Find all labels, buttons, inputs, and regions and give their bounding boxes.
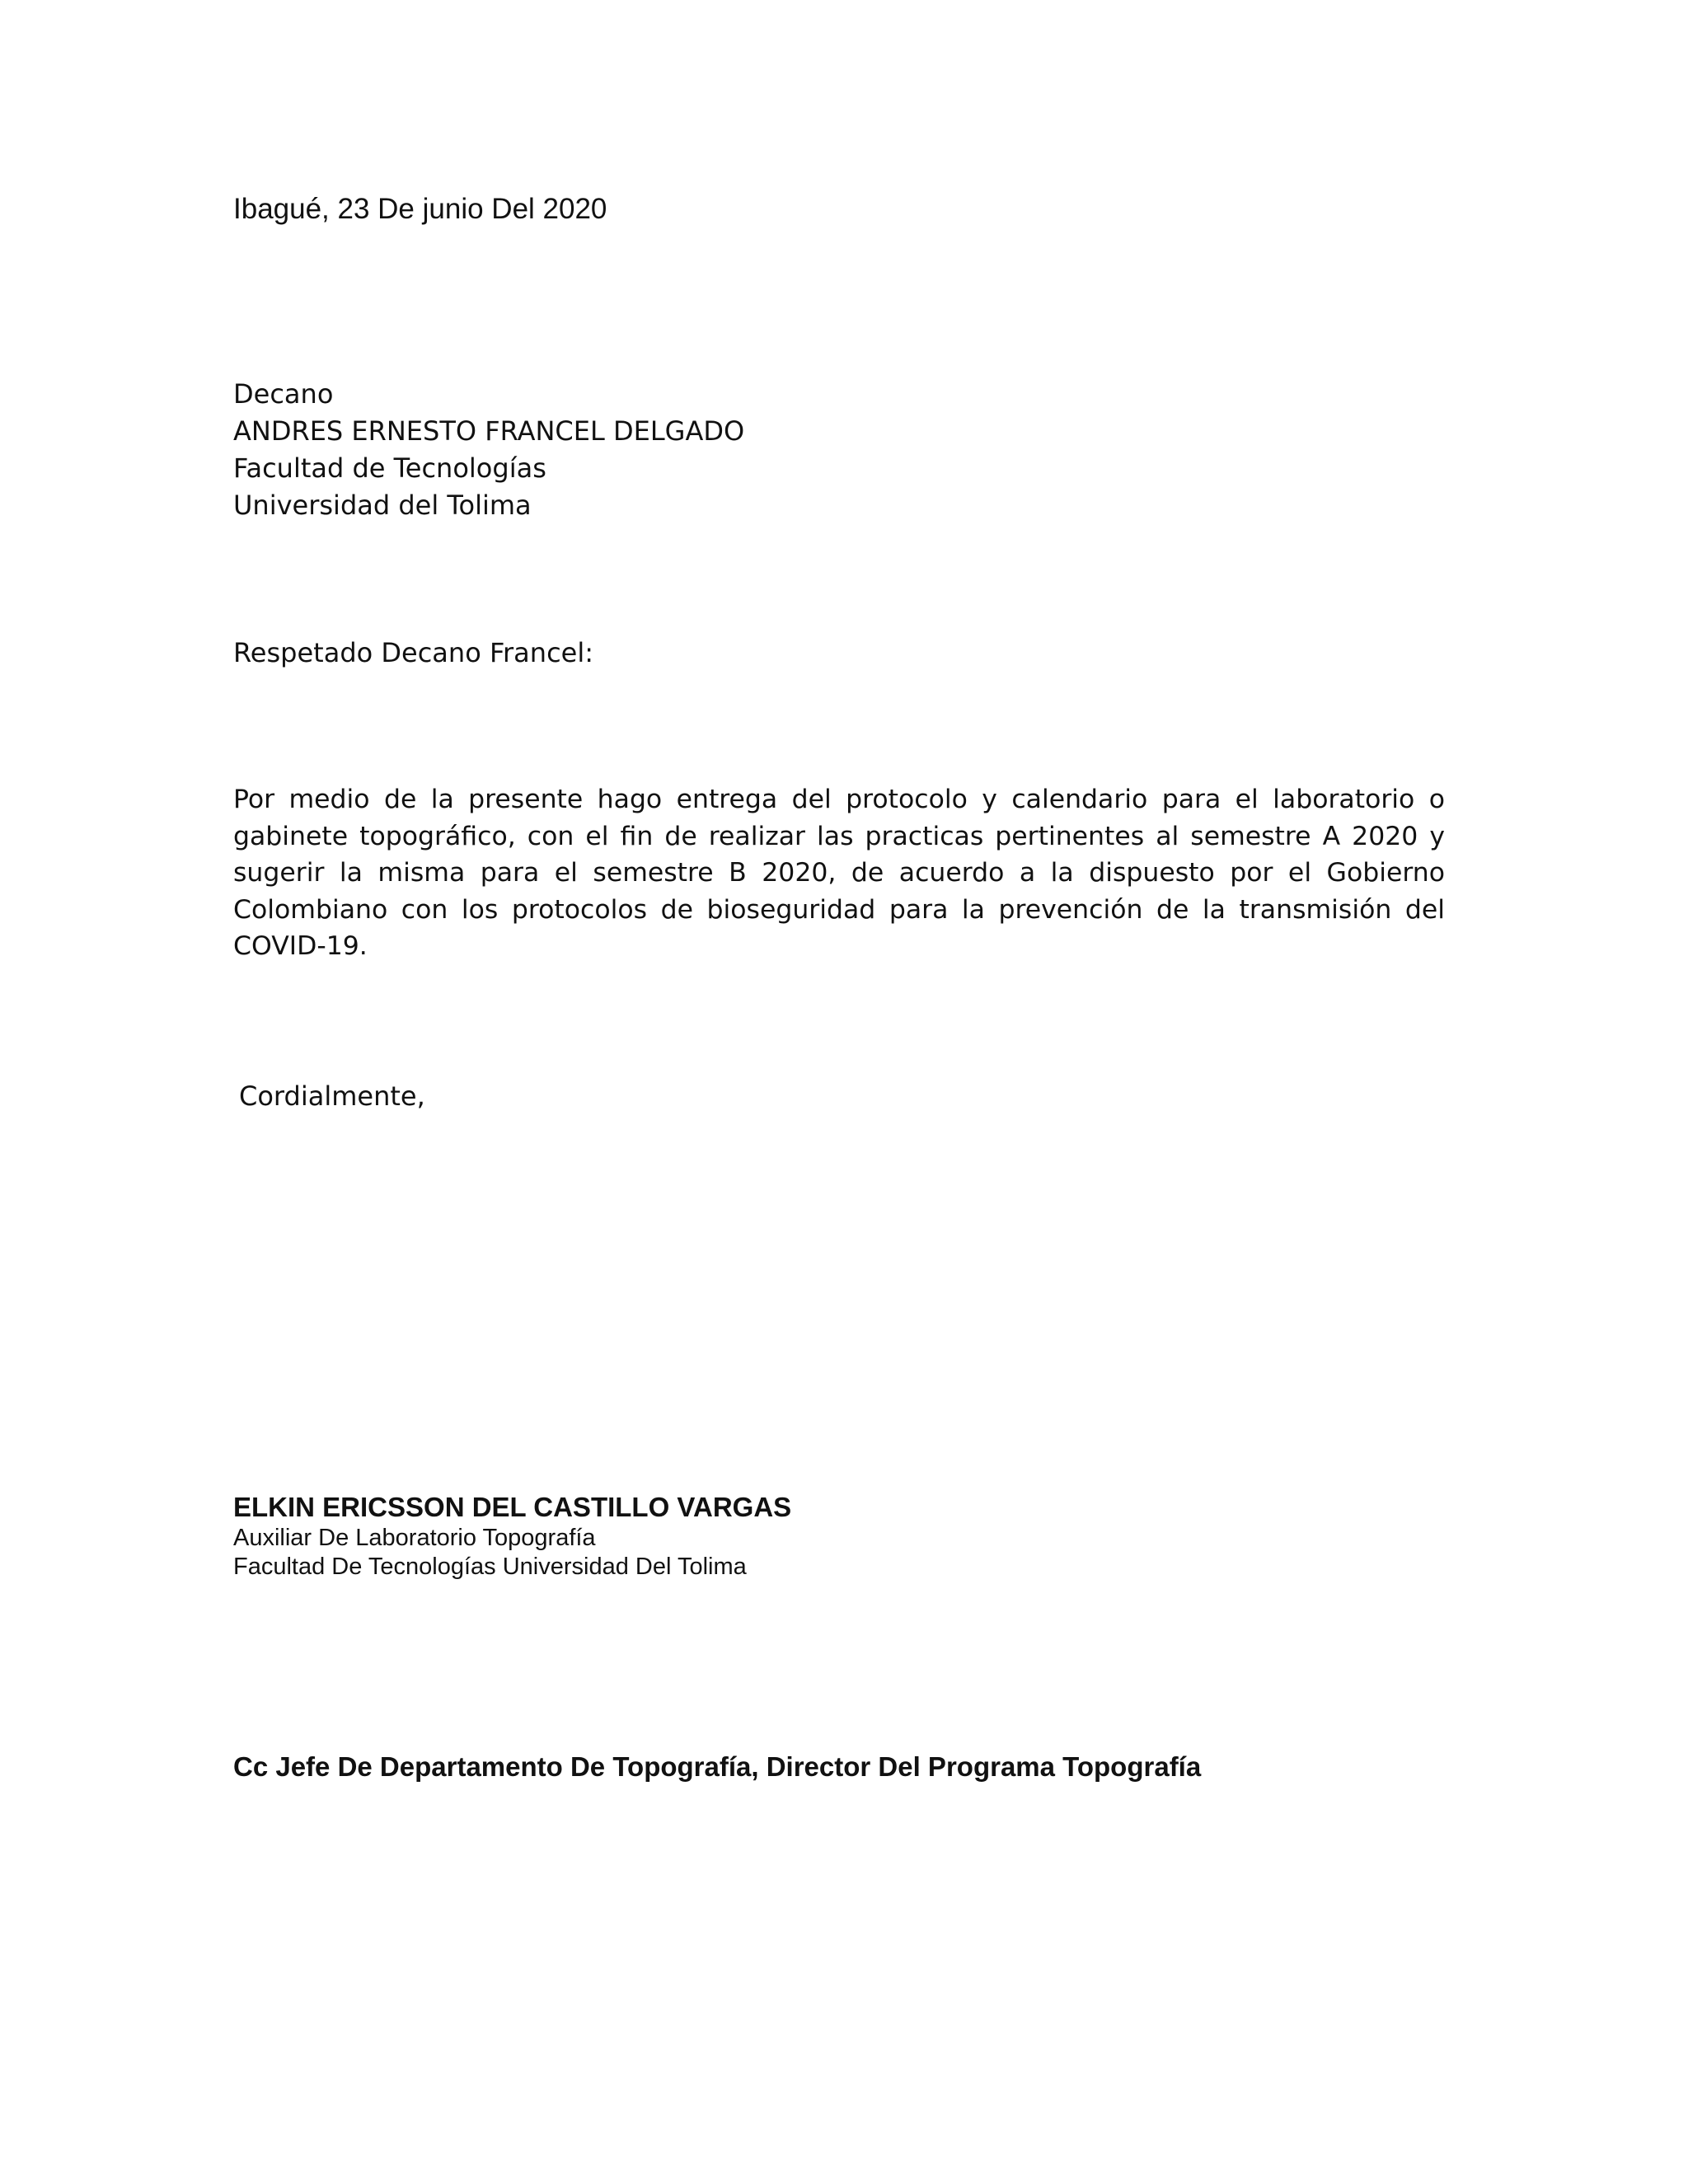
signer-role: Auxiliar De Laboratorio Topografía [233,1525,596,1551]
recipient-title: Decano [233,378,334,410]
date-line: Ibagué, 23 De junio Del 2020 [233,193,607,225]
signer-name: ELKIN ERICSSON DEL CASTILLO VARGAS [233,1492,792,1522]
recipient-faculty: Facultad de Tecnologías [233,452,546,484]
cc-line: Cc Jefe De Departamento De Topografía, Director Del Programa Topografía [233,1751,1202,1782]
closing: Cordialmente, [239,1080,425,1112]
signer-affiliation: Facultad De Tecnologías Universidad Del Tolima [233,1554,747,1580]
recipient-block [233,376,744,524]
signer-details [233,1524,747,1582]
recipient-name: ANDRES ERNESTO FRANCEL DELGADO [233,415,745,447]
salutation: Respetado Decano Francel: [233,637,594,668]
recipient-university: Universidad del Tolima [233,490,532,521]
body-paragraph: Por medio de la presente hago entrega del protocolo y calendario para el laboratorio o gabinete topográfico, con el fin de realizar las practicas pertinentes al semestre A 2020 y sugerir la misma para el semestre B 2020, de acuerdo a la dispuesto por el Gobierno Colombiano con los protocolos de bioseguridad para la prevención de la transmisión del COVID-19. [233,785,1445,961]
